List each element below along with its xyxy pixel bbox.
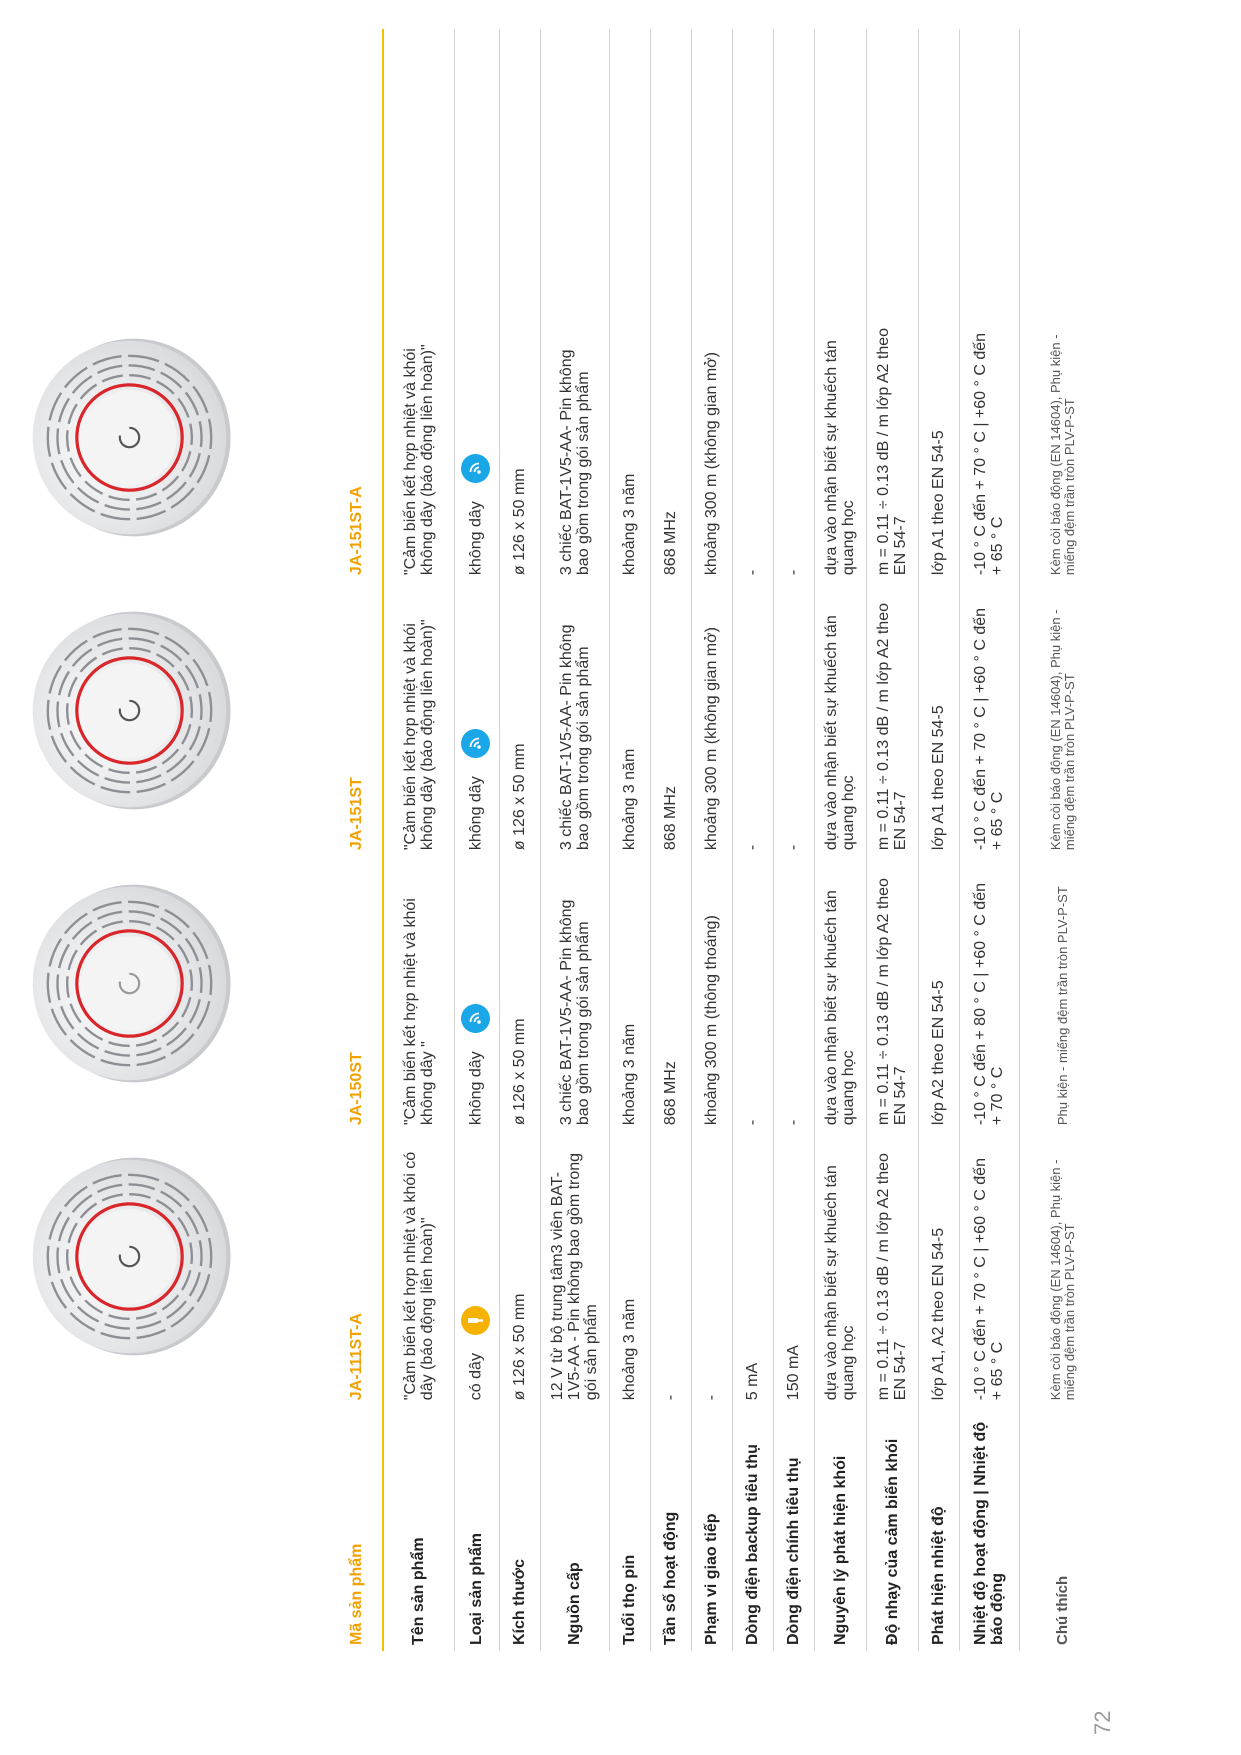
table-cell: -10 ° C đến + 70 ° C | +60 ° C đến + 65 ° C	[959, 304, 1019, 579]
table-row	[732, 29, 773, 1651]
empty-cell	[540, 29, 609, 304]
table-cell: 3 chiếc BAT-1V5-AA- Pin không bao gồm trong gói sản phẩm	[540, 854, 609, 1129]
table-cell: m = 0.11 ÷ 0.13 dB / m lớp A2 theo EN 54-7	[866, 304, 918, 579]
table-row	[540, 29, 609, 1651]
table-cell: khoảng 300 m (thông thoáng)	[691, 854, 732, 1129]
page-number: 72	[1090, 1710, 1115, 1735]
table-row	[499, 29, 540, 1651]
table-row	[330, 29, 383, 1651]
table-cell: lớp A2 theo EN 54-5	[918, 854, 959, 1129]
table-row	[454, 29, 499, 1651]
table-cell: -	[732, 854, 773, 1129]
empty-cell	[499, 29, 540, 304]
table-row	[959, 29, 1019, 1651]
table-cell: 868 MHz	[650, 579, 691, 854]
empty-cell	[383, 29, 454, 304]
empty-cell	[330, 29, 383, 304]
connection-type: không dây	[467, 776, 485, 851]
smoke-detector-photo	[22, 876, 237, 1091]
table-cell: 150 mA	[773, 1129, 814, 1404]
empty-cell	[1019, 29, 1107, 304]
spec-sheet	[330, 29, 1141, 1651]
table-cell: dựa vào nhận biết sự khuếch tán quang học	[814, 854, 866, 1129]
wired-connection-icon	[461, 1306, 490, 1335]
row-label: Nguyên lý phát hiện khói	[814, 1404, 866, 1651]
table-cell: -	[650, 1129, 691, 1404]
table-cell	[454, 854, 499, 1129]
table-row	[866, 29, 918, 1651]
table-cell: "Cảm biến kết hợp nhiệt và khói không dây "	[383, 854, 454, 1129]
connection-type: không dây	[467, 1051, 485, 1126]
table-cell: khoảng 3 năm	[609, 1129, 650, 1404]
table-cell: dựa vào nhận biết sự khuếch tán quang học	[814, 304, 866, 579]
row-label: Tuổi thọ pin	[609, 1404, 650, 1651]
table-cell: -	[732, 579, 773, 854]
table-cell: -10 ° C đến + 80 ° C | +60 ° C đến + 70 ° C	[959, 854, 1019, 1129]
table-cell: 868 MHz	[650, 854, 691, 1129]
row-label: Độ nhạy của cảm biến khói	[866, 1404, 918, 1651]
spec-table	[330, 29, 1107, 1651]
row-label: Dòng điện backup tiêu thụ	[732, 1404, 773, 1651]
table-cell: m = 0.11 ÷ 0.13 dB / m lớp A2 theo EN 54-7	[866, 854, 918, 1129]
table-row	[609, 29, 650, 1651]
table-cell: 3 chiếc BAT-1V5-AA- Pin không bao gồm trong gói sản phẩm	[540, 304, 609, 579]
table-row	[650, 29, 691, 1651]
table-row	[1019, 29, 1107, 1651]
empty-cell	[773, 29, 814, 304]
product-code: JA-111ST-A	[347, 1313, 365, 1401]
table-cell	[454, 304, 499, 579]
table-cell: Kèm còi báo động (EN 14604), Phụ kiện - miếng đệm trần tròn PLV-P-ST	[1019, 1129, 1107, 1404]
table-cell: 12 V từ bộ trung tâm3 viên BAT-1V5-AA - Pin không bao gồm trong gói sản phẩm	[540, 1129, 609, 1404]
row-label: Nguồn cấp	[540, 1404, 609, 1651]
wireless-signal-icon	[461, 729, 490, 758]
row-label: Tên sản phẩm	[383, 1404, 454, 1651]
table-cell: "Cảm biến kết hợp nhiệt và khói có dây (báo động liên hoàn)"	[383, 1129, 454, 1404]
table-cell: lớp A1 theo EN 54-5	[918, 304, 959, 579]
row-label: Chú thích	[1019, 1404, 1107, 1651]
table-cell: -	[773, 579, 814, 854]
table-cell: Phụ kiện - miếng đệm trần tròn PLV-P-ST	[1019, 854, 1107, 1129]
row-label: Phạm vi giao tiếp	[691, 1404, 732, 1651]
table-cell: ø 126 x 50 mm	[499, 854, 540, 1129]
table-cell: ø 126 x 50 mm	[499, 579, 540, 854]
table-cell: -10 ° C đến + 70 ° C | +60 ° C đến + 65 ° C	[959, 1129, 1019, 1404]
table-cell: 3 chiếc BAT-1V5-AA- Pin không bao gồm trong gói sản phẩm	[540, 579, 609, 854]
product-code: JA-151ST-A	[347, 486, 365, 576]
table-cell: lớp A1 theo EN 54-5	[918, 579, 959, 854]
table-cell	[454, 579, 499, 854]
table-cell: khoảng 3 năm	[609, 854, 650, 1129]
smoke-detector-photo	[22, 330, 237, 545]
empty-cell	[866, 29, 918, 304]
empty-cell	[691, 29, 732, 304]
table-cell: Kèm còi báo động (EN 14604), Phụ kiện - miếng đệm trần tròn PLV-P-ST	[1019, 579, 1107, 854]
wireless-signal-icon	[461, 1004, 490, 1033]
empty-cell	[918, 29, 959, 304]
table-cell: khoảng 300 m (không gian mở)	[691, 304, 732, 579]
table-cell: ø 126 x 50 mm	[499, 304, 540, 579]
table-cell: 868 MHz	[650, 304, 691, 579]
table-row	[814, 29, 866, 1651]
table-cell: m = 0.11 ÷ 0.13 dB / m lớp A2 theo EN 54-7	[866, 579, 918, 854]
empty-cell	[959, 29, 1019, 304]
table-row	[918, 29, 959, 1651]
row-label: Mã sản phẩm	[347, 1543, 365, 1645]
empty-cell	[650, 29, 691, 304]
empty-cell	[454, 29, 499, 304]
empty-cell	[609, 29, 650, 304]
row-label: Tần số hoạt động	[650, 1404, 691, 1651]
row-label: Nhiệt độ hoạt động | Nhiệt độ báo động	[959, 1404, 1019, 1651]
table-cell: "Cảm biến kết hợp nhiệt và khói không dây (báo động liên hoàn)"	[383, 304, 454, 579]
table-cell: khoảng 3 năm	[609, 304, 650, 579]
wireless-signal-icon	[461, 454, 490, 483]
table-row	[773, 29, 814, 1651]
product-code: JA-150ST	[347, 1052, 365, 1126]
table-cell: -	[691, 1129, 732, 1404]
table-cell: dựa vào nhận biết sự khuếch tán quang học	[814, 579, 866, 854]
row-label: Loại sản phẩm	[454, 1404, 499, 1651]
table-cell: m = 0.11 ÷ 0.13 dB / m lớp A2 theo EN 54-7	[866, 1129, 918, 1404]
table-cell: -	[773, 304, 814, 579]
table-row	[691, 29, 732, 1651]
table-cell: Kèm còi báo động (EN 14604), Phụ kiện - miếng đệm trần tròn PLV-P-ST	[1019, 304, 1107, 579]
table-cell: -	[732, 304, 773, 579]
connection-type: không dây	[467, 501, 485, 576]
table-cell	[454, 1129, 499, 1404]
table-cell: 5 mA	[732, 1129, 773, 1404]
smoke-detector-photo	[22, 603, 237, 818]
table-cell: khoảng 3 năm	[609, 579, 650, 854]
table-cell: -10 ° C đến + 70 ° C | +60 ° C đến + 65 ° C	[959, 579, 1019, 854]
row-label: Phát hiện nhiệt độ	[918, 1404, 959, 1651]
table-cell: "Cảm biến kết hợp nhiệt và khói không dây (báo động liên hoàn)"	[383, 579, 454, 854]
empty-cell	[814, 29, 866, 304]
table-row	[383, 29, 454, 1651]
row-label: Dòng điện chính tiêu thụ	[773, 1404, 814, 1651]
table-cell: lớp A1, A2 theo EN 54-5	[918, 1129, 959, 1404]
table-cell: khoảng 300 m (không gian mở)	[691, 579, 732, 854]
smoke-detector-photo	[22, 1149, 237, 1364]
empty-cell	[732, 29, 773, 304]
row-label: Kích thước	[499, 1404, 540, 1651]
table-cell: ø 126 x 50 mm	[499, 1129, 540, 1404]
product-code: JA-151ST	[347, 777, 365, 851]
connection-type: có dây	[467, 1353, 485, 1401]
table-cell: dựa vào nhận biết sự khuếch tán quang học	[814, 1129, 866, 1404]
table-cell: -	[773, 854, 814, 1129]
